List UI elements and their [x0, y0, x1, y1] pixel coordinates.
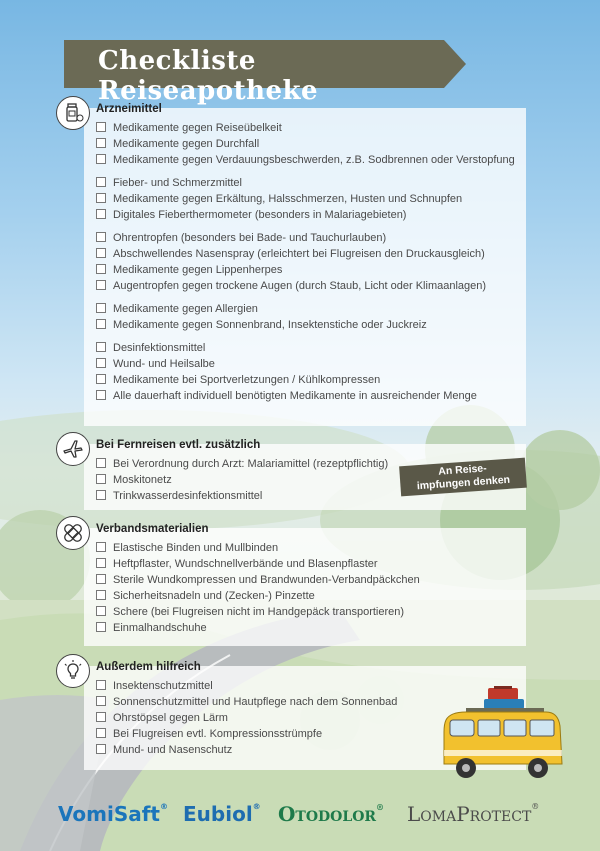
- brand-eubiol: Eubiol®: [183, 802, 261, 826]
- checkbox[interactable]: [96, 303, 106, 313]
- list-item: Einmalhandschuhe: [96, 620, 520, 636]
- list-item: Medikamente gegen Durchfall: [96, 136, 520, 152]
- section-title: Arzneimittel: [96, 103, 162, 115]
- camper-bus-icon: [436, 686, 568, 786]
- page-title: Checkliste Reiseapotheke: [98, 46, 319, 106]
- section-title: Außerdem hilfreich: [96, 661, 201, 673]
- checkbox[interactable]: [96, 193, 106, 203]
- list-item: Schere (bei Flugreisen nicht im Handgepäck transportieren): [96, 604, 520, 620]
- list-item: Digitales Fieberthermometer (besonders in Malariagebieten): [96, 207, 520, 223]
- list-item: Ohrstöpsel gegen Lärm: [96, 710, 520, 726]
- checkbox[interactable]: [96, 458, 106, 468]
- checkbox[interactable]: [96, 474, 106, 484]
- airplane-icon: [56, 432, 90, 466]
- checkbox[interactable]: [96, 374, 106, 384]
- brand-logos: [0, 796, 600, 836]
- list-item: Medikamente gegen Allergien: [96, 301, 520, 317]
- list-item: Medikamente gegen Reiseübelkeit: [96, 120, 520, 136]
- checkbox[interactable]: [96, 728, 106, 738]
- section-title: Verbandsmaterialien: [96, 523, 209, 535]
- list-item: Medikamente gegen Erkältung, Halsschmerzen, Husten und Schnupfen: [96, 191, 520, 207]
- checkbox[interactable]: [96, 280, 106, 290]
- checkbox[interactable]: [96, 590, 106, 600]
- checklist: [96, 120, 520, 404]
- checkbox[interactable]: [96, 574, 106, 584]
- checkbox[interactable]: [96, 154, 106, 164]
- list-item: Augentropfen gegen trockene Augen (durch Staub, Licht oder Klimaanlagen): [96, 278, 520, 294]
- checklist: [96, 540, 520, 636]
- brand-lomaprotect: LomaProtect®: [407, 802, 540, 826]
- list-item: Bei Flugreisen evtl. Kompressionsstrümpfe: [96, 726, 520, 742]
- note-line-1: An Reise-: [437, 462, 488, 478]
- checkbox[interactable]: [96, 712, 106, 722]
- list-item: Bei Verordnung durch Arzt: Malariamittel (rezeptpflichtig): [96, 456, 520, 472]
- list-item: Medikamente gegen Verdauungsbeschwerden, z.B. Sodbrennen oder Verstopfung: [96, 152, 520, 168]
- list-item: Heftpflaster, Wundschnellverbände und Blasenpflaster: [96, 556, 520, 572]
- list-item: Wund- und Heilsalbe: [96, 356, 520, 372]
- checkbox[interactable]: [96, 319, 106, 329]
- checkbox[interactable]: [96, 606, 106, 616]
- checkbox[interactable]: [96, 122, 106, 132]
- list-item: Fieber- und Schmerzmittel: [96, 175, 520, 191]
- medicine-bottle-icon: [56, 96, 90, 130]
- list-item: Sonnenschutzmittel und Hautpflege nach dem Sonnenbad: [96, 694, 520, 710]
- lightbulb-icon: [56, 654, 90, 688]
- checkbox[interactable]: [96, 622, 106, 632]
- list-item: Medikamente gegen Sonnenbrand, Insektenstiche oder Juckreiz: [96, 317, 520, 333]
- list-item: Medikamente bei Sportverletzungen / Kühlkompressen: [96, 372, 520, 388]
- checkbox[interactable]: [96, 209, 106, 219]
- list-item: Sterile Wundkompressen und Brandwunden-Verbandpäckchen: [96, 572, 520, 588]
- title-banner: [64, 40, 466, 106]
- checkbox[interactable]: [96, 680, 106, 690]
- checkbox[interactable]: [96, 342, 106, 352]
- checkbox[interactable]: [96, 138, 106, 148]
- list-item: Elastische Binden und Mullbinden: [96, 540, 520, 556]
- checkbox[interactable]: [96, 490, 106, 500]
- brand-vomisaft: VomiSaft®: [58, 802, 168, 826]
- list-item: Medikamente gegen Lippenherpes: [96, 262, 520, 278]
- section-arzneimittel: [84, 103, 526, 426]
- note-line-2: impfungen denken: [416, 473, 511, 493]
- section-verbandsmaterialien: [84, 523, 526, 646]
- list-item: Insektenschutzmittel: [96, 678, 520, 694]
- list-item: Abschwellendes Nasenspray (erleichtert bei Flugreisen den Druckausgleich): [96, 246, 520, 262]
- bandage-icon: [56, 516, 90, 550]
- checkbox[interactable]: [96, 248, 106, 258]
- section-title: Bei Fernreisen evtl. zusätzlich: [96, 439, 261, 451]
- list-item: Ohrentropfen (besonders bei Bade- und Tauchurlauben): [96, 230, 520, 246]
- brand-otodolor: Otodolor®: [278, 802, 385, 826]
- list-item: Desinfektionsmittel: [96, 340, 520, 356]
- checkbox[interactable]: [96, 264, 106, 274]
- list-item: Alle dauerhaft individuell benötigten Medikamente in ausreichender Menge: [96, 388, 520, 404]
- list-item: Mund- und Nasenschutz: [96, 742, 520, 758]
- checkbox[interactable]: [96, 558, 106, 568]
- checkbox[interactable]: [96, 232, 106, 242]
- list-item: Trinkwasserdesinfektionsmittel: [96, 488, 520, 504]
- list-item: Sicherheitsnadeln und (Zecken-) Pinzette: [96, 588, 520, 604]
- checkbox[interactable]: [96, 390, 106, 400]
- list-item: Moskitonetz: [96, 472, 520, 488]
- checkbox[interactable]: [96, 696, 106, 706]
- checkbox[interactable]: [96, 744, 106, 754]
- checkbox[interactable]: [96, 358, 106, 368]
- checkbox[interactable]: [96, 177, 106, 187]
- checkbox[interactable]: [96, 542, 106, 552]
